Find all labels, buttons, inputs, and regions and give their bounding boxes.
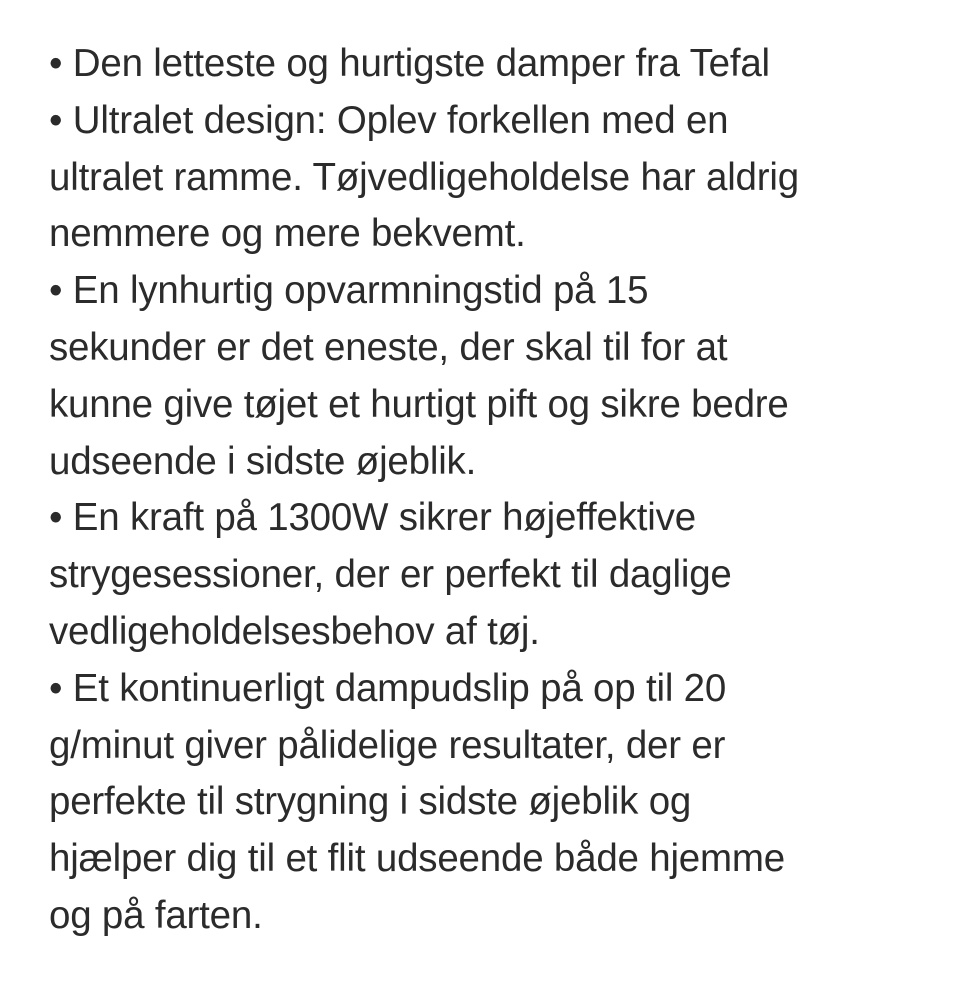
text-line: • En kraft på 1300W sikrer højeffektive	[49, 496, 696, 540]
text-line: • Ultralet design: Oplev forkellen med en	[49, 98, 729, 142]
text-line: g/minut giver pålidelige resultater, der er	[49, 723, 726, 767]
text-line: sekunder er det eneste, der skal til for at	[49, 325, 728, 369]
text-line: og på farten.	[49, 893, 263, 937]
product-description	[49, 36, 929, 945]
bullet-power	[49, 490, 929, 660]
text-line: strygesessioner, der er perfekt til daglige	[49, 553, 732, 597]
text-line: ultralet ramme. Tøjvedligeholdelse har aldrig	[49, 155, 799, 199]
text-line: udseende i sidste øjeblik.	[49, 439, 477, 483]
bullet-heatup-time	[49, 263, 929, 490]
bullet-ultralight-design	[49, 93, 929, 263]
text-line: kunne give tøjet et hurtigt pift og sikre bedre	[49, 382, 789, 426]
text-line: vedligeholdelsesbehov af tøj.	[49, 609, 540, 653]
bullet-steam-output	[49, 661, 929, 945]
text-line: perfekte til strygning i sidste øjeblik og	[49, 780, 692, 824]
text-line: • Den letteste og hurtigste damper fra Tefal	[49, 42, 770, 85]
text-line: hjælper dig til et flit udseende både hjemme	[49, 837, 785, 881]
bullet-lightest-fastest	[49, 36, 929, 93]
text-line: • Et kontinuerligt dampudslip på op til 20	[49, 666, 727, 710]
text-line: • En lynhurtig opvarmningstid på 15	[49, 269, 649, 313]
text-line: nemmere og mere bekvemt.	[49, 212, 526, 256]
